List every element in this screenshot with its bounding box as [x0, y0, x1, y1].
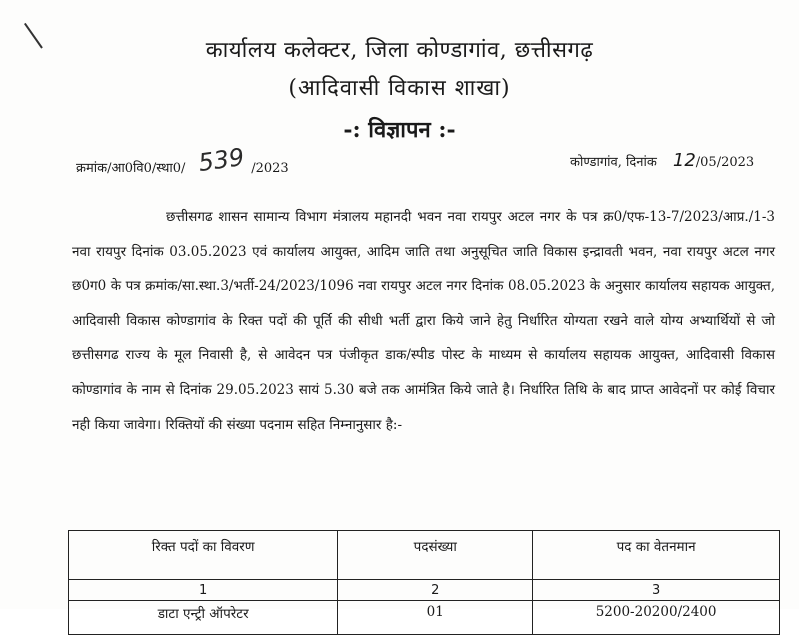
notice-body: छत्तीसगढ शासन सामान्य विभाग मंत्रालय महानदी भवन नवा रायपुर अटल नगर के पत्र क्र0/एफ-13-7/2023/आप्र./1-3 नवा रायपुर दिनांक 03.05.2023 एवं कार्यालय आयुक्त, आदिम जाति तथा अनुसूचित जाति विकास इन्द्रावती भवन, नवा रायपुर अटल नगर छ0ग0 के पत्र क्रमांक/सा.स्था.3/भर्ती-24/2023/1096 नवा रायपुर अटल नगर दिनांक 08.05.2023 के अनुसार कार्यालय सहायक आयुक्त, आदिवासी विकास कोण्डागांव के रिक्त पदों की पूर्ति की सीधी भर्ती द्वारा किये जाने हेतु निर्धारित योग्यता रखने वाले योग्य अभ्यार्थियों से जो छत्तीसगढ राज्य के मूल निवासी है, से आवेदन पत्र पंजीकृत डाक/स्पीड पोस्ट के माध्यम से कार्यालय सहायक आयुक्त, आदिवासी विकास कोण्डागांव के नाम से दिनांक 29.05.2023 सायं 5.30 बजे तक आमंत्रित किये जाते है। निर्धारित तिथि के बाद प्राप्त आवेदनों पर कोई विचार नही किया जावेगा। रिक्तियों की संख्या पदनाम सहित निम्नानुसार है:-	[72, 209, 775, 433]
place-date-label: कोण्डागांव, दिनांक	[570, 155, 657, 170]
reference-number	[76, 142, 289, 178]
post-name-cell: डाटा एन्ट्री ऑपरेटर	[69, 601, 338, 635]
office-title: कार्यालय कलेक्टर, जिला कोण्डागांव, छत्तीसगढ़	[205, 38, 594, 63]
reference-prefix: क्रमांक/आ0वि0/स्था0/	[76, 161, 186, 176]
place-date	[570, 150, 754, 171]
table-header-row	[69, 531, 780, 580]
pay-scale-cell: 5200-20200/2400	[533, 601, 780, 635]
month-year: /05/2023	[695, 155, 755, 170]
handwritten-number: 539	[197, 142, 247, 178]
index-cell: 1	[69, 580, 338, 601]
handwritten-day: 12	[672, 150, 696, 171]
vacancy-table	[68, 530, 780, 635]
table-row	[69, 601, 780, 635]
header-post-count: पदसंख्या	[338, 531, 533, 580]
notice-heading: -: विज्ञापन :-	[343, 117, 456, 143]
index-cell: 3	[533, 580, 780, 601]
post-count-cell: 01	[338, 601, 533, 635]
index-cell: 2	[338, 580, 533, 601]
header-pay-scale: पद का वेतनमान	[533, 531, 780, 580]
reference-year: /2023	[251, 161, 289, 176]
table-index-row	[69, 580, 780, 601]
header-post-details: रिक्त पदों का विवरण	[69, 531, 338, 580]
branch-title: (आदिवासी विकास शाखा)	[288, 76, 511, 101]
